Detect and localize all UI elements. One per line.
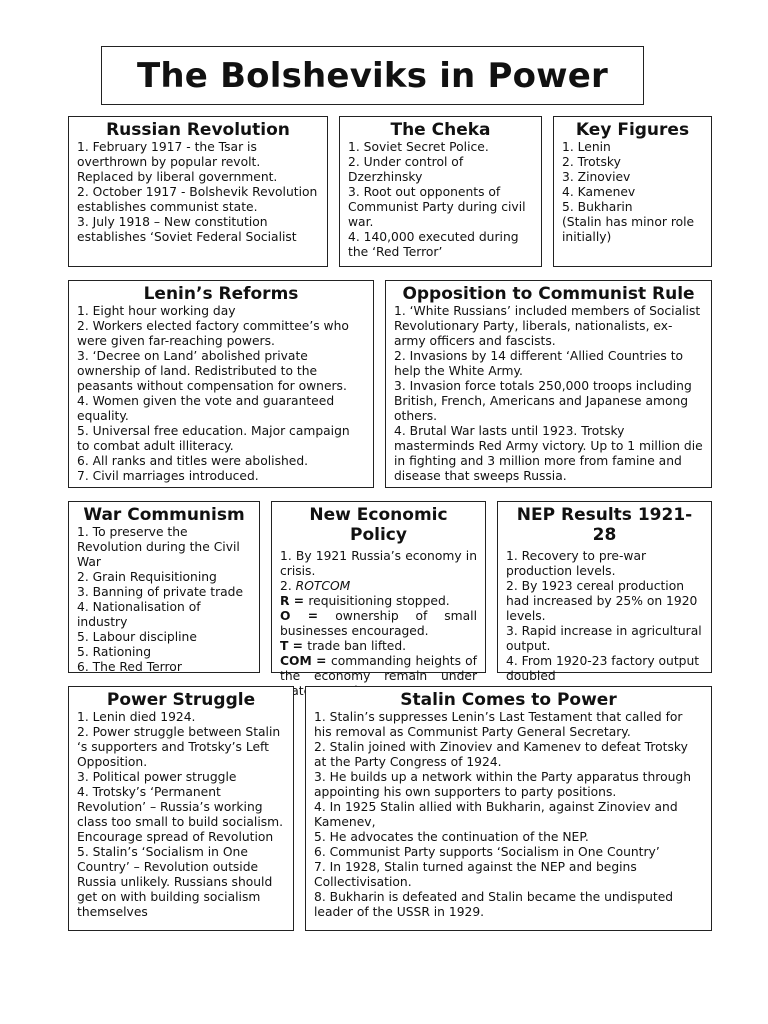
section-body xyxy=(498,545,711,684)
list-item: 3. Banning of private trade xyxy=(77,585,244,599)
list-item: 3. Rapid increase in agricultural output. xyxy=(506,624,702,653)
section-body xyxy=(69,304,373,484)
section-cheka xyxy=(339,116,542,267)
list-item: 6. All ranks and titles were abolished. xyxy=(77,454,309,468)
list-item: 1. Recovery to pre-war production levels. xyxy=(506,549,647,578)
list-item: 3. ‘Decree on Land’ abolished private ownership of land. Redistributed to the peasants without compensation for owners. xyxy=(77,349,347,393)
section-key-figures xyxy=(553,116,712,267)
list-item: 2. Invasions by 14 different ‘Allied Countries to help the White Army. xyxy=(394,349,684,378)
list-item: 5. Bukharin xyxy=(562,200,633,214)
section-heading: Key Figures xyxy=(575,120,690,140)
list-item: 5. Universal free education. Major campaign to combat adult illiteracy. xyxy=(77,424,350,453)
list-item: 2. Trotsky xyxy=(562,155,621,169)
acronym-meaning: ownership of small businesses encouraged. xyxy=(280,609,477,638)
section-heading: Stalin Comes to Power xyxy=(400,690,617,710)
section-opposition xyxy=(385,280,712,488)
list-item: 7. Civil marriages introduced. xyxy=(77,469,259,483)
acronym-letter: T xyxy=(280,639,289,653)
section-war-communism xyxy=(68,501,260,673)
list-item: 2. By 1923 cereal production had increased by 25% on 1920 levels. xyxy=(506,579,698,623)
acronym: ROTCOM xyxy=(295,579,351,593)
equals-sign: = xyxy=(288,639,308,653)
list-item: (Stalin has minor role initially) xyxy=(562,215,695,244)
section-body xyxy=(69,140,327,245)
section-heading: Power Struggle xyxy=(106,690,256,710)
list-item: 1. Soviet Secret Police. xyxy=(348,140,489,154)
equals-sign: = xyxy=(290,609,336,623)
title-box xyxy=(101,46,644,105)
section-power-struggle xyxy=(68,686,294,931)
list-item: 3. Invasion force totals 250,000 troops including British, French, Americans and Japanese among others. xyxy=(394,379,692,423)
list-item: 1. Lenin xyxy=(562,140,611,154)
list-item: 8. Bukharin is defeated and Stalin became the undisputed leader of the USSR in 1929. xyxy=(314,890,674,919)
section-nep-results xyxy=(497,501,712,683)
section-new-economic-policy xyxy=(271,501,486,698)
section-heading: Lenin’s Reforms xyxy=(143,284,299,304)
section-heading: Opposition to Communist Rule xyxy=(402,284,695,304)
section-body xyxy=(272,545,485,699)
list-item: 4. Brutal War lasts until 1923. Trotsky masterminds Red Army victory. Up to 1 million die in fighting and 3 million more from famine and disease that sweeps Russia. xyxy=(394,424,703,483)
section-lenins-reforms xyxy=(68,280,374,488)
list-item: 2. October 1917 - Bolshevik Revolution establishes communist state. xyxy=(77,185,318,214)
list-item: 6. The Red Terror xyxy=(77,660,182,674)
list-item: 1. By 1921 Russia’s economy in crisis. xyxy=(280,549,477,578)
section-heading: New Economic Policy xyxy=(309,505,448,545)
acronym-letter: R xyxy=(280,594,290,608)
list-item: 2. Grain Requisitioning xyxy=(77,570,217,584)
list-number: 2. xyxy=(280,579,296,593)
list-item: 4. Women given the vote and guaranteed equality. xyxy=(77,394,335,423)
section-body xyxy=(340,140,541,260)
equals-sign: = xyxy=(289,594,309,608)
acronym-meaning: commanding heights of the economy remain under state xyxy=(280,654,477,698)
list-item: 1. To preserve the Revolution during the Civil War xyxy=(77,525,240,569)
list-item: 1. Stalin’s suppresses Lenin’s Last Testament that called for his removal as Communist Party General Secretary. xyxy=(314,710,683,739)
list-item: 1. Eight hour working day xyxy=(77,304,236,318)
section-heading: NEP Results 1921-28 xyxy=(516,505,693,545)
list-item: 5. Stalin’s ‘Socialism in One Country’ – Revolution outside Russia unlikely. Russians should get on with building socialism themselves xyxy=(77,845,273,919)
section-stalin-comes-to-power xyxy=(305,686,712,931)
section-body xyxy=(69,710,293,920)
section-heading: The Cheka xyxy=(390,120,491,140)
list-item xyxy=(280,639,477,654)
equals-sign: = xyxy=(311,654,331,668)
list-item: 2. Workers elected factory committee’s who were given far-reaching powers. xyxy=(77,319,349,348)
acronym-letter: COM xyxy=(280,654,312,668)
section-heading: Russian Revolution xyxy=(106,120,290,140)
list-item: 1. ‘White Russians’ included members of Socialist Revolutionary Party, liberals, nationalists, ex-army officers and fascists. xyxy=(394,304,701,348)
acronym-meaning: trade ban lifted. xyxy=(307,639,407,653)
list-item: 5. Labour discipline xyxy=(77,630,197,644)
list-item xyxy=(280,579,477,594)
section-russian-revolution xyxy=(68,116,328,267)
list-item: 1. Lenin died 1924. xyxy=(77,710,196,724)
list-item: 3. He builds up a network within the Party apparatus through appointing his own supporters to party positions. xyxy=(314,770,691,799)
list-item: 4. From 1920-23 factory output doubled xyxy=(506,654,700,683)
section-body xyxy=(554,140,711,245)
list-item: 4. Nationalisation of industry xyxy=(77,600,201,629)
list-item: 5. Rationing xyxy=(77,645,152,659)
list-item: 2. Under control of Dzerzhinsky xyxy=(348,155,464,184)
list-item: 4. In 1925 Stalin allied with Bukharin, against Zinoviev and Kamenev, xyxy=(314,800,678,829)
list-item: 3. Political power struggle xyxy=(77,770,237,784)
list-item: 1. February 1917 - the Tsar is overthrown by popular revolt. Replaced by liberal government. xyxy=(77,140,278,184)
section-body xyxy=(386,304,711,484)
list-item: 4. 140,000 executed during the ‘Red Terror’ xyxy=(348,230,519,259)
acronym-meaning: requisitioning stopped. xyxy=(308,594,450,608)
list-item: 3. July 1918 – New constitution establishes ‘Soviet Federal Socialist xyxy=(77,215,297,244)
list-item: 3. Zinoviev xyxy=(562,170,631,184)
list-item: 4. Trotsky’s ‘Permanent Revolution’ – Russia’s working class too small to build socialism. Encourage spread of Revolution xyxy=(77,785,284,844)
list-item: 3. Root out opponents of Communist Party during civil war. xyxy=(348,185,526,229)
section-body xyxy=(69,525,259,675)
section-body xyxy=(306,710,711,920)
section-heading: War Communism xyxy=(83,505,245,525)
list-item: 2. Power struggle between Stalin ‘s supporters and Trotsky’s Left Opposition. xyxy=(77,725,281,769)
page-title: The Bolsheviks in Power xyxy=(136,55,609,96)
acronym-letter: O xyxy=(280,609,291,623)
list-item xyxy=(280,609,477,639)
list-item: 2. Stalin joined with Zinoviev and Kamenev to defeat Trotsky at the Party Congress of 1924. xyxy=(314,740,688,769)
list-item: 7. In 1928, Stalin turned against the NEP and begins Collectivisation. xyxy=(314,860,637,889)
list-item xyxy=(280,594,477,609)
list-item: 4. Kamenev xyxy=(562,185,636,199)
list-item: 6. Communist Party supports ‘Socialism in One Country’ xyxy=(314,845,660,859)
list-item: 5. He advocates the continuation of the NEP. xyxy=(314,830,589,844)
